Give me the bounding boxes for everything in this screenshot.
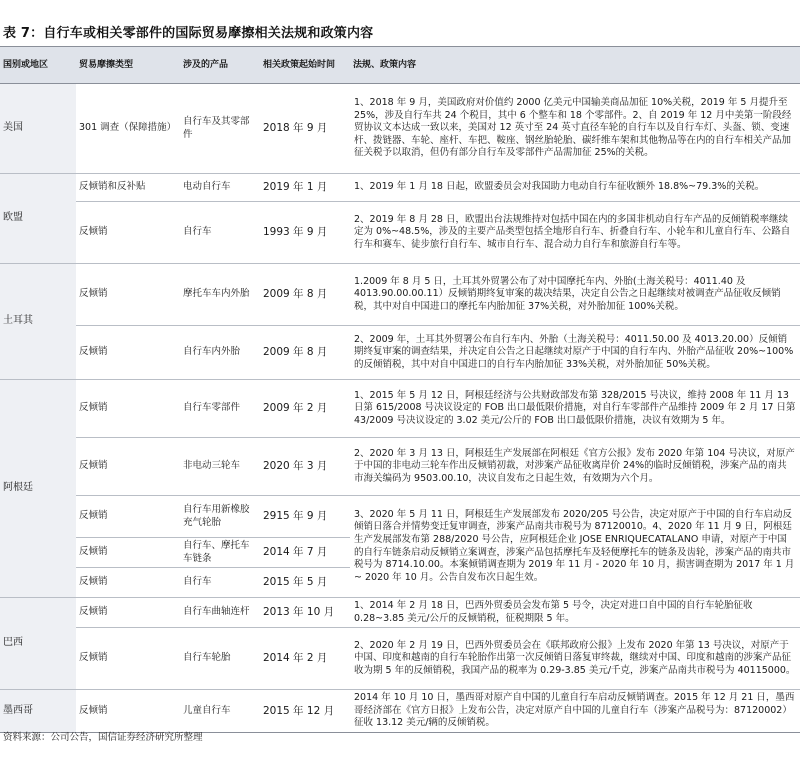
table-row — [0, 496, 800, 538]
type-cell: 反倾销和反补贴 — [76, 174, 180, 202]
region-cell: 美国 — [0, 84, 76, 174]
date-cell: 2015 年 5 月 — [260, 568, 350, 598]
table-row — [0, 380, 800, 438]
type-cell: 反倾销 — [76, 568, 180, 598]
product-cell: 自行车曲轴连杆 — [180, 598, 260, 628]
header-products: 涉及的产品 — [180, 47, 260, 84]
table-header-row — [0, 47, 800, 84]
date-cell: 1993 年 9 月 — [260, 202, 350, 264]
date-cell: 2009 年 2 月 — [260, 380, 350, 438]
product-cell: 自行车、摩托车车链条 — [180, 538, 260, 568]
product-cell: 自行车 — [180, 202, 260, 264]
type-cell: 反倾销 — [76, 326, 180, 380]
policy-cell: 1、2015 年 5 月 12 日，阿根廷经济与公共财政部发布第 328/2015 号决议，维持 2008 年 11 月 13 日第 615/2008 号决议设定的 FOB 出口最低限价措施，对自行车零部件产品维持 2009 年 2 月 17 日第 43/2009 号决议设定的 3.02 美元/公斤的 FOB 出口最低限价措施，决议有效期为 5 年。 — [350, 380, 800, 438]
date-cell: 2015 年 12 月 — [260, 690, 350, 733]
policy-cell: 2、2020 年 3 月 13 日，阿根廷生产发展部在阿根廷《官方公报》发布 2020 年第 104 号决议，对原产于中国的非电动三轮车作出反倾销初裁，对涉案产品征收离岸价 24%的临时反倾销税，涉案产品的南共市海关编码为 9503.00.10，决议自发布之日起生效，有效期为六个月。 — [350, 438, 800, 496]
type-cell: 反倾销 — [76, 264, 180, 326]
policy-cell: 1、2019 年 1 月 18 日起，欧盟委员会对我国助力电动自行车征收额外 18.8%~79.3%的关税。 — [350, 174, 800, 202]
header-friction-type: 贸易摩擦类型 — [76, 47, 180, 84]
region-cell: 巴西 — [0, 598, 76, 690]
product-cell: 自行车内外胎 — [180, 326, 260, 380]
type-cell: 反倾销 — [76, 538, 180, 568]
table-row — [0, 202, 800, 264]
product-cell: 自行车轮胎 — [180, 628, 260, 690]
type-cell: 301 调查（保障措施） — [76, 84, 180, 174]
product-cell: 自行车零部件 — [180, 380, 260, 438]
table-row — [0, 84, 800, 174]
type-cell: 反倾销 — [76, 628, 180, 690]
region-cell: 墨西哥 — [0, 690, 76, 733]
trade-friction-table — [0, 46, 800, 733]
region-cell: 阿根廷 — [0, 380, 76, 598]
region-cell: 土耳其 — [0, 264, 76, 380]
date-cell: 2014 年 7 月 — [260, 538, 350, 568]
date-cell: 2019 年 1 月 — [260, 174, 350, 202]
date-cell: 2915 年 9 月 — [260, 496, 350, 538]
date-cell: 2018 年 9 月 — [260, 84, 350, 174]
date-cell: 2013 年 10 月 — [260, 598, 350, 628]
region-cell: 欧盟 — [0, 174, 76, 264]
policy-cell: 2、2020 年 2 月 19 日，巴西外贸委员会在《联邦政府公报》上发布 2020 年第 13 号决议，对原产于中国、印度和越南的自行车轮胎作出第一次反倾销日落复审终裁，继续对中国、印度和越南的涉案产品征收为期 5 年的反倾销税，我国产品的税率为 0.29-3.85 美元/千克，涉案产品南共市税号为 40115000。 — [350, 628, 800, 690]
date-cell: 2009 年 8 月 — [260, 326, 350, 380]
table-row — [0, 174, 800, 202]
type-cell: 反倾销 — [76, 598, 180, 628]
product-cell: 摩托车车内外胎 — [180, 264, 260, 326]
table-title: 表 7：自行车或相关零部件的国际贸易摩擦相关法规和政策内容 — [3, 26, 374, 41]
product-cell: 自行车用新橡胶充气轮胎 — [180, 496, 260, 538]
type-cell: 反倾销 — [76, 496, 180, 538]
header-region: 国别或地区 — [0, 47, 76, 84]
policy-cell: 2、2009 年，土耳其外贸署公布自行车内、外胎（土海关税号：4011.50.00 及 4013.20.00）反倾销期终复审案的调查结果，并决定自公告之日起继续对原产于中国的自行车内、外胎产品征收 20%~100%的反倾销税，其中对自中国进口的自行车内胎加征 33%关税，对外胎加征 50%关税。 — [350, 326, 800, 380]
product-cell: 电动自行车 — [180, 174, 260, 202]
table-row — [0, 438, 800, 496]
product-cell: 自行车 — [180, 568, 260, 598]
policy-cell: 1.2009 年 8 月 5 日，土耳其外贸署公布了对中国摩托车内、外胎(土海关税号：4011.40 及 4013.90.00.00.11）反倾销期终复审案的裁决结果，决定自公告之日起继续对被调查产品征收反倾销税，其中对自中国进口的摩托车内胎加征 37%关税，对外胎加征 100%关税。 — [350, 264, 800, 326]
type-cell: 反倾销 — [76, 380, 180, 438]
header-policy: 法规、政策内容 — [350, 47, 800, 84]
product-cell: 儿童自行车 — [180, 690, 260, 733]
type-cell: 反倾销 — [76, 438, 180, 496]
product-cell: 非电动三轮车 — [180, 438, 260, 496]
table-row — [0, 326, 800, 380]
policy-cell: 3、2020 年 5 月 11 日，阿根廷生产发展部发布 2020/205 号公告，决定对原产于中国的自行车启动反倾销日落合并情势变迁复审调查，涉案产品南共市税号为 87120010。4、2020 年 11 月 9 日，阿根廷生产发展部发布第 288/2020 号公告，应阿根廷企业 JOSE ENRIQUECATALANO 申请，对原产于中国的自行车链条启动反倾销立案调查，涉案产品包括摩托车及轻便摩托车的链条及齿轮，涉案产品的南共市税号为 8714.10.00。本案倾销调查期为 2019 年 11 月 - 2020 年 10 月，损害调查期为 2017 年 1 月 ~ 2020 年 10 月。公告自发布次日起生效。 — [350, 496, 800, 598]
policy-cell: 1、2018 年 9 月，美国政府对价值约 2000 亿美元中国输美商品加征 10%关税，2019 年 5 月提升至 25%，涉及自行车共 24 个税目，其中 6 个整车和 18 个零部件。2、自 2019 年 12 月中美第一阶段经贸协议文本达成一致以来，美国对 12 英寸至 24 英寸直径车轮的自行车以及自行车灯、头盔、锁、变速杆、拨链器、车轮、座杆、车把、鞍座、钢丝胎轮胎、碳纤维车架和其他物品等在内的自行车相关产品加征关税予以取消，但仍有部分自行车及零部件产品需加征 25%的关税。 — [350, 84, 800, 174]
product-cell: 自行车及其零部件 — [180, 84, 260, 174]
policy-cell: 2、2019 年 8 月 28 日，欧盟出台法规维持对包括中国在内的多国非机动自行车产品的反倾销税率继续定为 0%~48.5%，涉及的主要产品类型包括全地形自行车、折叠自行车、小轮车和儿童自行车、公路自行车和赛车、徒步旅行自行车、城市自行车、混合动力自行车和旅游自行车等。 — [350, 202, 800, 264]
type-cell: 反倾销 — [76, 202, 180, 264]
table-row — [0, 690, 800, 733]
table-row — [0, 264, 800, 326]
table-row — [0, 598, 800, 628]
type-cell: 反倾销 — [76, 690, 180, 733]
policy-cell: 1、2014 年 2 月 18 日，巴西外贸委员会发布第 5 号令，决定对进口自中国的自行车轮胎征收 0.28~3.85 美元/公斤的反倾销税，征税期限 5 年。 — [350, 598, 800, 628]
header-start-time: 相关政策起始时间 — [260, 47, 350, 84]
policy-cell: 2014 年 10 月 10 日，墨西哥对原产自中国的儿童自行车启动反倾销调查。2015 年 12 月 21 日，墨西哥经济部在《官方日报》上发布公告，决定对原产自中国的儿童自行车（涉案产品税号为：87120002）征收 13.12 美元/辆的反倾销税。 — [350, 690, 800, 733]
source-note: 资料来源：公司公告，国信证券经济研究所整理 — [3, 732, 203, 743]
date-cell: 2014 年 2 月 — [260, 628, 350, 690]
date-cell: 2009 年 8 月 — [260, 264, 350, 326]
date-cell: 2020 年 3 月 — [260, 438, 350, 496]
table-row — [0, 628, 800, 690]
